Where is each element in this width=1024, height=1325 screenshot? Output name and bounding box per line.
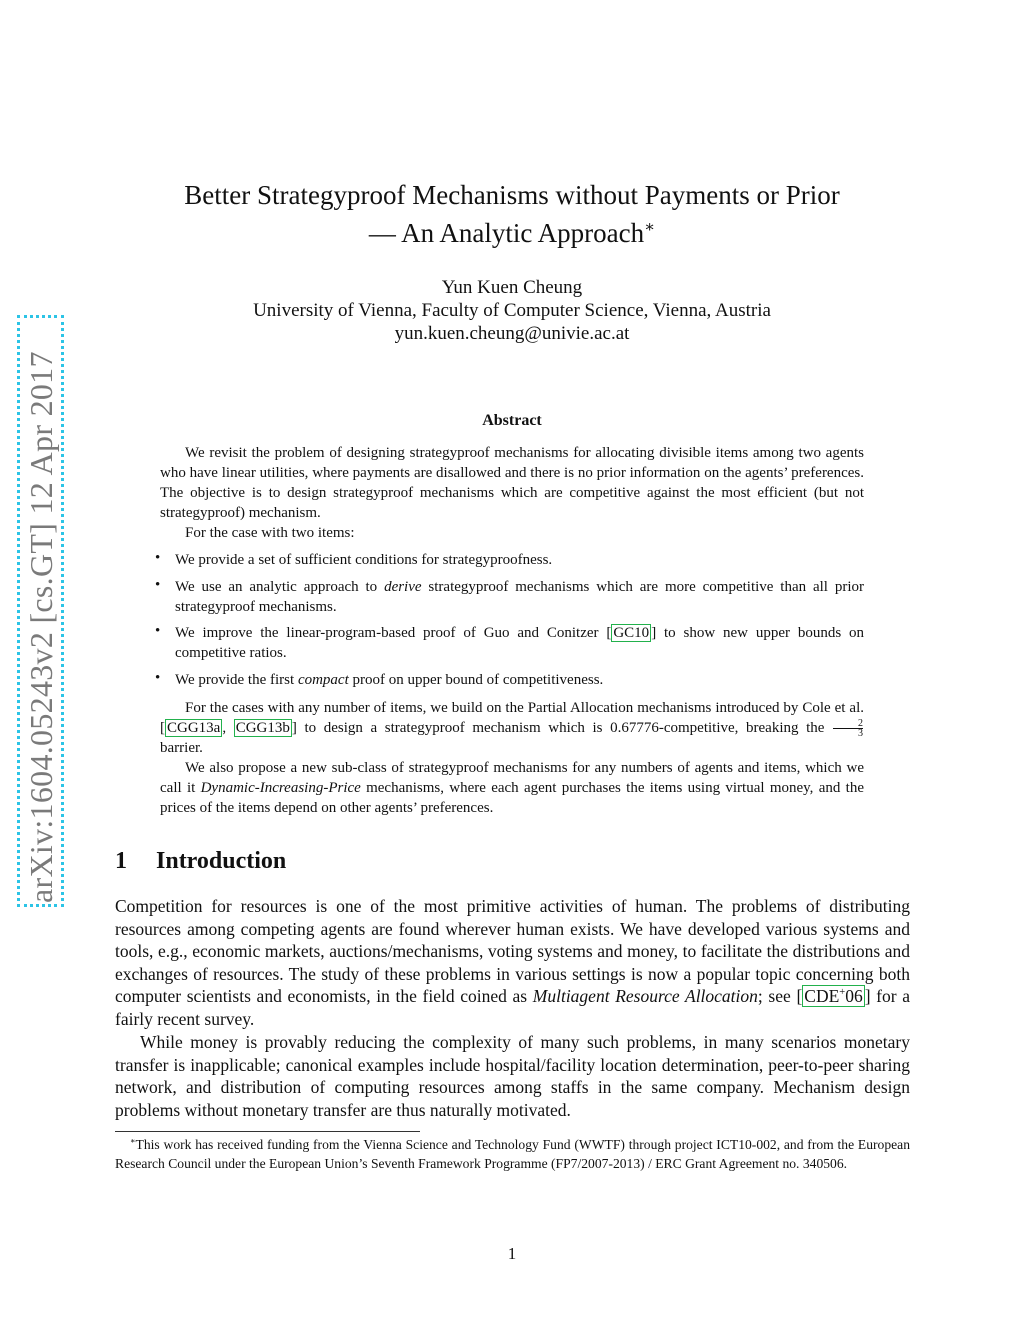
title-footnote-marker[interactable]: ∗ bbox=[644, 218, 656, 236]
footnote: ∗This work has received funding from the Vienna Science and Technology Fund (WWTF) through project ICT10-002, and from the European Research Council under the European Union’s Seventh Framework Programme (FP7/2007-2013) / ERC Grant Agreement no. 340506. bbox=[115, 1136, 910, 1171]
author-name: Yun Kuen Cheung bbox=[441, 277, 583, 298]
paper-title-line2: — An Analytic Approach∗ bbox=[368, 218, 656, 248]
abstract-bullet-4: We provide the first compact proof on upper bound of competitiveness. bbox=[175, 672, 604, 688]
footnote-marker: ∗ bbox=[130, 1136, 136, 1146]
footnote-rule bbox=[115, 1131, 420, 1132]
page-number: 1 bbox=[507, 1244, 517, 1263]
abstract-bullet-1: We provide a set of sufficient conditions for strategyproofness. bbox=[175, 552, 553, 568]
abstract-bullet-3: We improve the linear-program-based proof of Guo and Conitzer [ GC10 ] to show new upper bounds on competitive ratios. bbox=[175, 625, 864, 661]
intro-paragraph-2: While money is provably reducing the complexity of many such problems, in many scenarios monetary transfer is inapplicable; canonical examples include hospital/facility location determination, peer-to-peer sharing network, and distribution of computing resources among staffs in the same company. Mechanism design problems without monetary transfer are thus naturally motivated. bbox=[115, 1032, 910, 1120]
abstract-paragraph-2: For the case with two items: bbox=[185, 525, 355, 541]
abstract-paragraph-4: We also propose a new sub-class of strategyproof mechanisms for any numbers of agents and items, which we call it Dynamic-Increasing-Price mechanisms, where each agent purchases the items using virtual money, and the prices of the items depend on other agents’ preferences. bbox=[160, 760, 864, 816]
bullet-marker: • bbox=[155, 670, 161, 686]
bullet-marker: • bbox=[155, 623, 161, 639]
citation-link[interactable]: CGG13a bbox=[167, 720, 221, 736]
abstract-paragraph-1: We revisit the problem of designing strategyproof mechanisms for allocating divisible items among two agents who have linear utilities, where payments are disallowed and there is no prior information on the agents’ preferences. The objective is to design strategyproof mechanisms which are competitive against the most efficient (but not strategyproof) mechanism. bbox=[160, 445, 864, 521]
citation-link[interactable]: CGG13b bbox=[235, 720, 290, 736]
citation-link[interactable]: GC10 bbox=[613, 625, 650, 641]
section-number: 1 bbox=[115, 848, 127, 874]
section-title: Introduction bbox=[156, 848, 287, 874]
bullet-marker: • bbox=[155, 550, 161, 566]
abstract-bullet-2: We use an analytic approach to derive strategyproof mechanisms which are more competitive than all prior strategyproof mechanisms. bbox=[175, 579, 864, 615]
fraction-two-thirds: $\frac{2}{3}$ bbox=[833, 719, 863, 738]
intro-paragraph-1: Competition for resources is one of the most primitive activities of human. The problems of distributing resources among competing agents are found wherever human exists. We have developed various systems and tools, e.g., economic markets, auctions/mechanisms, voting systems and money, to facilitate the distributions and exchanges of resources. The study of these problems in various settings is now a popular topic concerning both computer scientists and economists, in the field coined as Multiagent Resource Allocation; see [ CDE+06 ] for a fairly recent survey. bbox=[115, 896, 910, 1029]
author-affiliation: University of Vienna, Faculty of Computer Science, Vienna, Austria bbox=[253, 300, 771, 321]
author-email[interactable]: yun.kuen.cheung@univie.ac.at bbox=[394, 323, 630, 344]
paper-title-line1: Better Strategyproof Mechanisms without Payments or Prior bbox=[184, 180, 840, 210]
arxiv-identifier[interactable]: arXiv:1604.05243v2 [cs.GT] 12 Apr 2017 bbox=[23, 351, 59, 903]
abstract-heading: Abstract bbox=[482, 412, 542, 429]
citation-link[interactable]: CDE+06 bbox=[804, 986, 863, 1007]
abstract-paragraph-3: For the cases with any number of items, we build on the Partial Allocation mechanisms introduced by Cole et al. [ CGG13a , CGG13b ] to design a strategyproof mechanism which is 0.67776-competitive, breaking the $\frac{2}{3}$ barrier. bbox=[160, 700, 864, 757]
bullet-marker: • bbox=[155, 577, 161, 593]
